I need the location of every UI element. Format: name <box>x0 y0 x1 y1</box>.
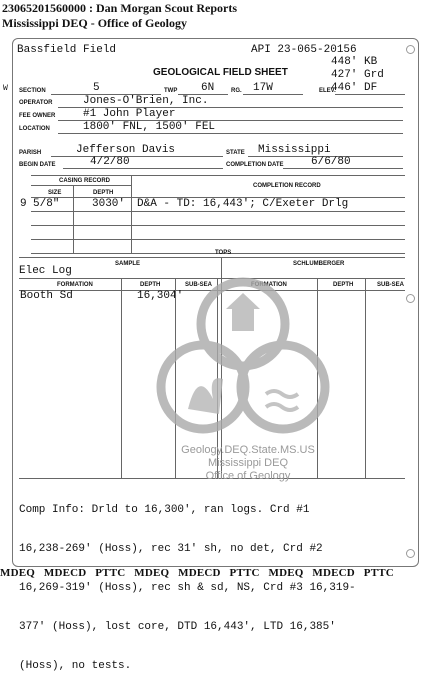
elevation-df: 446' DF <box>331 82 378 94</box>
section-label: SECTION <box>19 88 46 94</box>
comp-info-line: 16,269-319' (Hoss), rec sh & sd, NS, Crd #3 16,319- <box>19 582 356 594</box>
casing-depth-label: DEPTH <box>93 190 114 196</box>
location-value: 1800' FNL, 1500' FEL <box>83 121 216 133</box>
parish-label: PARISH <box>19 150 42 156</box>
comp-info-line: 377' (Hoss), lost core, DTD 16,443', LTD 16,385' <box>19 621 336 633</box>
top-depth: 16,304' <box>137 290 184 302</box>
sample-depth-label: DEPTH <box>140 282 161 288</box>
elevation-kb: 448' KB <box>331 56 378 68</box>
api-number: API 23-065-20156 <box>251 44 357 56</box>
punch-hole <box>406 294 415 303</box>
schl-subsea-label: SUB-SEA <box>377 282 405 288</box>
sample-formation-label: FORMATION <box>57 282 93 288</box>
state-value: Mississippi <box>258 144 331 156</box>
elevation-grd: 427' Grd <box>331 69 384 81</box>
twp-value: 6N <box>201 82 215 94</box>
punch-hole <box>406 549 415 558</box>
completion-text: D&A - TD: 16,443'; C/Exeter Drlg <box>137 198 349 210</box>
completion-date-value: 6/6/80 <box>311 156 351 168</box>
report-header-subtitle: Mississippi DEQ - Office of Geology <box>2 16 187 30</box>
comp-info-line: (Hoss), no tests. <box>19 660 132 672</box>
watermark-office: Office of Geology <box>205 470 291 482</box>
fee-owner-value: #1 John Player <box>83 108 176 120</box>
size-label: SIZE <box>48 190 62 196</box>
twp-label: TWP <box>164 88 178 94</box>
comp-info <box>19 478 356 699</box>
parish-value: Jefferson Davis <box>76 144 176 156</box>
operator-value: Jones-O'Brien, Inc. <box>83 95 209 107</box>
elec-log: Elec Log <box>19 265 72 277</box>
begin-date-label: BEGIN DATE <box>19 162 56 168</box>
schlumberger-label: SCHLUMBERGER <box>293 261 345 267</box>
field-name: Bassfield Field <box>17 44 117 56</box>
casing-record-label: CASING RECORD <box>59 178 111 184</box>
report-header-title: 23065201560000 : Dan Morgan Scout Reports <box>2 1 237 15</box>
watermark-url: Geology.DEQ.State.MS.US <box>181 444 315 456</box>
casing-size: 5/8" <box>33 198 60 210</box>
sample-subsea-label: SUB-SEA <box>185 282 213 288</box>
casing-prefix: 9 <box>20 198 27 210</box>
comp-info-line: Comp Info: Drld to 16,300', ran logs. Crd #1 <box>19 504 310 516</box>
location-label: LOCATION <box>19 126 50 132</box>
top-formation: Booth Sd <box>20 290 73 302</box>
section-value: 5 <box>93 82 100 94</box>
rg-value: 17W <box>253 82 273 94</box>
comp-info-line: 16,238-269' (Hoss), rec 31' sh, no det, Crd #2 <box>19 543 323 555</box>
fee-owner-label: FEE OWNER <box>19 113 56 119</box>
elev-label: ELEV. <box>319 88 336 94</box>
schl-formation-label: FORMATION <box>251 282 287 288</box>
operator-label: OPERATOR <box>19 100 53 106</box>
tops-label: TOPS <box>215 250 232 256</box>
schl-depth-label: DEPTH <box>333 282 354 288</box>
sheet-title: GEOLOGICAL FIELD SHEET <box>153 67 288 78</box>
rg-label: RG. <box>231 88 242 94</box>
mdeq-watermark-logo-icon <box>148 269 338 449</box>
completion-record-label: COMPLETION RECORD <box>253 183 321 189</box>
completion-date-label: COMPLETION DATE <box>226 162 284 168</box>
footer-banner: MDEQ MDECD PTTC MDEQ MDECD PTTC MDEQ MDECD PTTC <box>0 567 394 579</box>
begin-date-value: 4/2/80 <box>90 156 130 168</box>
punch-hole <box>406 45 415 54</box>
sample-label: SAMPLE <box>115 261 141 267</box>
state-label: STATE <box>226 150 245 156</box>
casing-depth: 3030' <box>92 198 126 210</box>
watermark-org: Mississippi DEQ <box>207 457 289 469</box>
margin-mark: W <box>3 84 8 93</box>
